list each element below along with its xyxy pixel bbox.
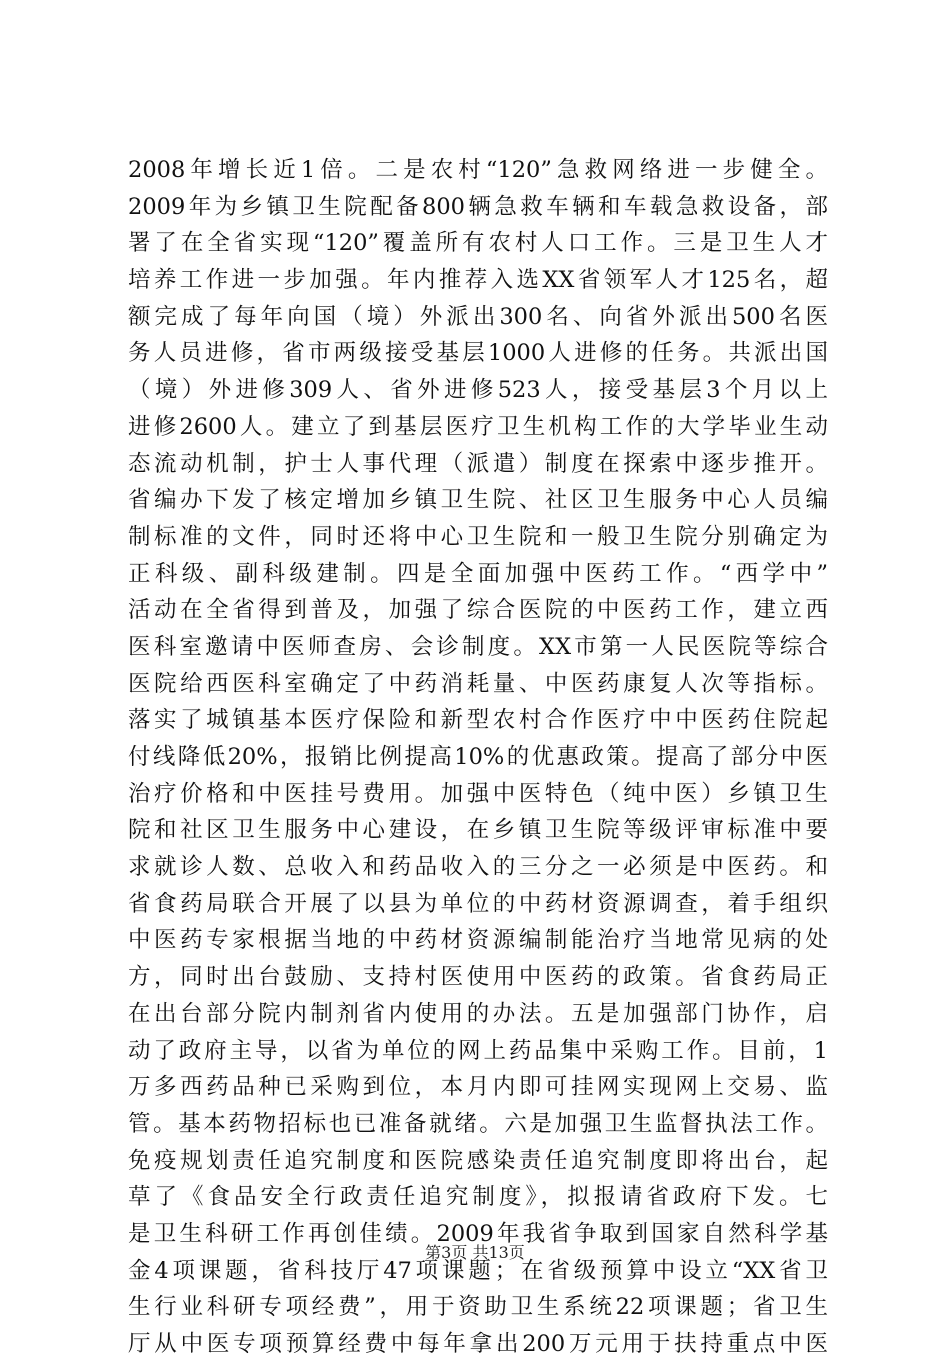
text-line: 中医药专家根据当地的中药材资源编制能治疗当地常见病的处 [128,927,828,954]
text-line: 署了在全省实现“120”覆盖所有农村人口工作。三是卫生人才 [128,230,828,257]
text-line: 医院给西医科室确定了中药消耗量、中医药康复人次等指标。 [128,670,828,697]
text-line: 正科级、副科级建制。四是全面加强中医药工作。“西学中” [128,560,828,587]
body-text [128,152,828,1363]
text-line: 治疗价格和中医挂号费用。加强中医特色（纯中医）乡镇卫生 [128,780,828,807]
text-line: 务人员进修，省市两级接受基层1000人进修的任务。共派出国 [128,340,828,367]
text-line: 落实了城镇基本医疗保险和新型农村合作医疗中中医药住院起 [128,707,828,734]
text-line: 生行业科研专项经费”，用于资助卫生系统22项课题；省卫生 [128,1294,828,1321]
text-line: 金4项课题，省科技厅47项课题；在省级预算中设立“XX省卫 [128,1257,828,1284]
text-line: 制标准的文件，同时还将中心卫生院和一般卫生院分别确定为 [128,523,828,550]
text-line: 省编办下发了核定增加乡镇卫生院、社区卫生服务中心人员编 [128,487,828,514]
text-line: 付线降低20%，报销比例提高10%的优惠政策。提高了部分中医 [128,744,828,770]
text-line: 动了政府主导，以省为单位的网上药品集中采购工作。目前，1 [128,1037,828,1064]
text-line: 院和社区卫生服务中心建设，在乡镇卫生院等级评审标准中要 [128,817,828,844]
page-footer: 第3页 共13页 [425,1243,525,1262]
text-line: 活动在全省得到普及，加强了综合医院的中医药工作，建立西 [128,597,828,624]
text-line: （境）外进修309人、省外进修523人，接受基层3个月以上 [128,377,828,404]
text-line: 管。基本药物招标也已准备就绪。六是加强卫生监督执法工作。 [128,1110,828,1137]
text-line: 是卫生科研工作再创佳绩。2009年我省争取到国家自然科学基 [128,1220,828,1247]
text-line: 免疫规划责任追究制度和医院感染责任追究制度即将出台，起 [128,1147,828,1174]
text-line: 草了《食品安全行政责任追究制度》，拟报请省政府下发。七 [128,1184,828,1211]
text-line: 2008年增长近1倍。二是农村“120”急救网络进一步健全。 [128,157,828,183]
text-line: 万多西药品种已采购到位，本月内即可挂网实现网上交易、监 [128,1074,828,1101]
text-line: 省食药局联合开展了以县为单位的中药材资源调查，着手组织 [128,890,828,917]
text-line: 2009年为乡镇卫生院配备800辆急救车辆和车载急救设备，部 [128,193,828,220]
text-line: 在出台部分院内制剂省内使用的办法。五是加强部门协作，启 [128,1000,828,1027]
text-line: 进修2600人。建立了到基层医疗卫生机构工作的大学毕业生动 [128,413,828,440]
text-line: 额完成了每年向国（境）外派出300名、向省外派出500名医 [128,303,828,330]
text-line: 方，同时出台鼓励、支持村医使用中医药的政策。省食药局正 [128,964,828,991]
text-line: 厅从中医专项预算经费中每年拿出200万元用于扶持重点中医 [128,1331,828,1357]
text-line: 态流动机制，护士人事代理（派遣）制度在探索中逐步推开。 [128,450,828,477]
text-line: 医科室邀请中医师查房、会诊制度。XX市第一人民医院等综合 [128,633,828,660]
text-line: 求就诊人数、总收入和药品收入的三分之一必须是中医药。和 [128,854,828,881]
text-line: 培养工作进一步加强。年内推荐入选XX省领军人才125名，超 [128,267,828,294]
